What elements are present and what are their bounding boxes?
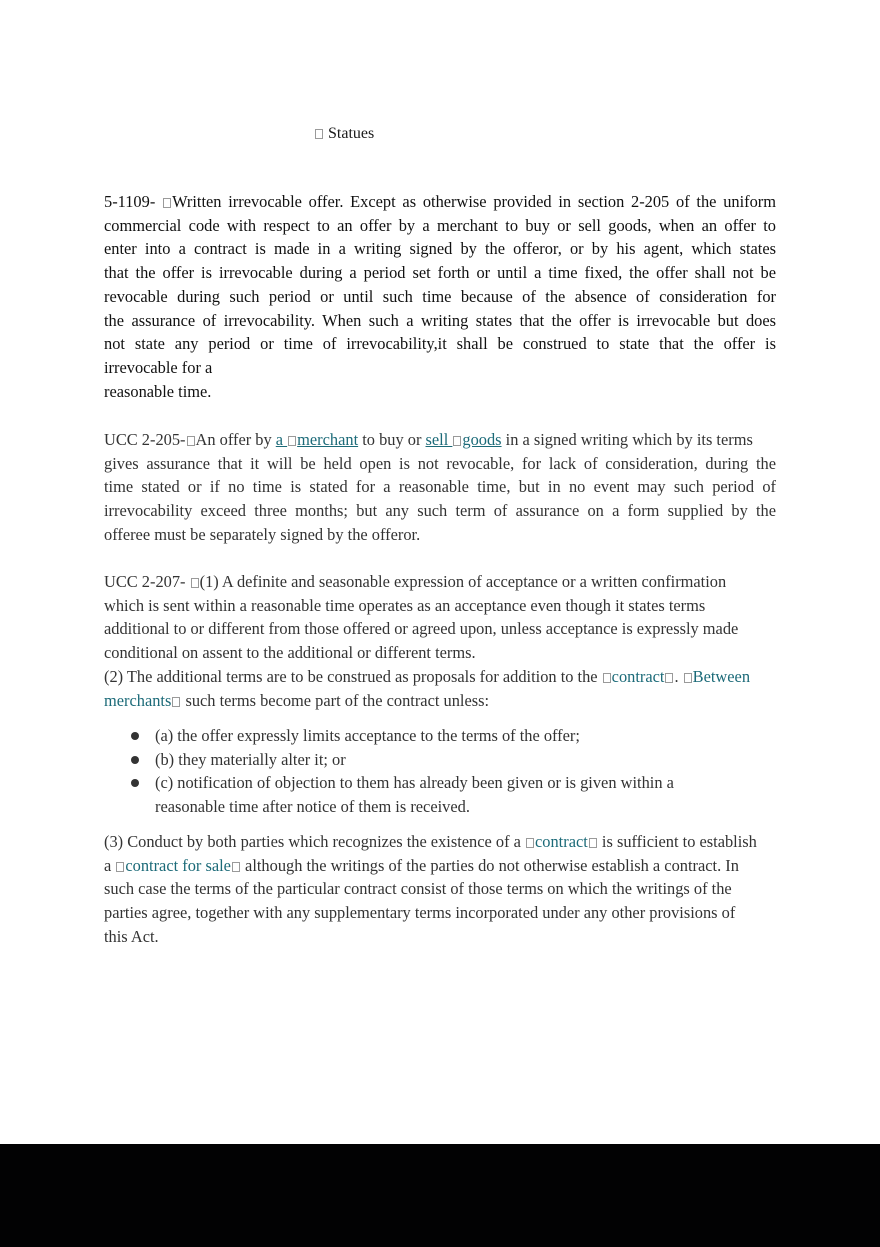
missing-glyph-icon bbox=[172, 697, 180, 707]
text-line: this Act. bbox=[104, 926, 159, 946]
text-line: not state any period or time of irrevocability,it shall be construed to state that the offer is bbox=[104, 334, 776, 354]
section-ucc-2-205 bbox=[104, 428, 816, 547]
missing-glyph-icon bbox=[163, 198, 171, 208]
section-label: UCC 2-207- bbox=[104, 572, 186, 591]
link-contract[interactable]: contract bbox=[602, 667, 675, 686]
bullet-icon bbox=[131, 756, 139, 764]
text-line: commercial code with respect to an offer by a merchant to buy or sell goods, when an offer to bbox=[104, 215, 776, 235]
section-label: UCC 2-205- bbox=[104, 430, 186, 449]
missing-glyph-icon bbox=[187, 436, 195, 446]
list-item: (c) notification of objection to them has already been given or is given within a reasonable time after notice of them is received. bbox=[104, 771, 704, 818]
text-line: additional to or different from those offered or agreed upon, unless acceptance is expressly made bbox=[104, 619, 739, 639]
text-line: time stated or if no time is stated for a reasonable time, but in no event may such period of bbox=[104, 477, 776, 497]
missing-glyph-icon bbox=[665, 673, 673, 683]
missing-glyph-icon bbox=[684, 673, 692, 683]
conditions-list bbox=[104, 724, 704, 819]
missing-glyph-icon bbox=[288, 436, 296, 446]
text-line: that the offer is irrevocable during a period set forth or until a time fixed, the offer shall not be bbox=[104, 263, 776, 283]
list-item: (b) they materially alter it; or bbox=[104, 748, 704, 772]
link-between-merchants[interactable]: Between bbox=[692, 666, 751, 686]
link-merchant[interactable]: a merchant bbox=[275, 430, 359, 449]
section-label: 5-1109- bbox=[104, 192, 156, 211]
missing-glyph-icon bbox=[315, 129, 323, 139]
missing-glyph-icon bbox=[191, 578, 199, 588]
text-line: (3) Conduct by both parties which recognizes the existence of a contract is sufficient to establish bbox=[104, 832, 757, 851]
bullet-icon bbox=[131, 779, 139, 787]
text-line: a contract for sale although the writings of the parties do not otherwise establish a contract. In bbox=[104, 855, 739, 875]
link-contract-for-sale[interactable]: contract for sale bbox=[115, 856, 241, 875]
link-goods[interactable]: sell goods bbox=[425, 430, 502, 449]
bullet-icon bbox=[131, 732, 139, 740]
text-line: conditional on assent to the additional or different terms. bbox=[104, 643, 476, 663]
missing-glyph-icon bbox=[603, 673, 611, 683]
text-line: which is sent within a reasonable time operates as an acceptance even though it states terms bbox=[104, 595, 706, 615]
text-line: UCC 2-205- An offer by a merchant to buy or sell goods in a signed writing which by its terms bbox=[104, 430, 753, 449]
text-line: revocable during such period or until such time because of the absence of consideration for bbox=[104, 286, 776, 306]
bottom-black-bar bbox=[0, 1144, 880, 1247]
text-line: reasonable time. bbox=[104, 381, 212, 401]
page-heading bbox=[314, 124, 374, 144]
section-ucc-2-207-para-3 bbox=[104, 830, 804, 949]
text-line: merchants such terms become part of the contract unless: bbox=[104, 690, 490, 710]
text-line: (2) The additional terms are to be construed as proposals for addition to the contract . Between bbox=[104, 666, 751, 686]
text-line: enter into a contract is made in a writing signed by the offeror, or by his agent, which states bbox=[104, 239, 776, 259]
text-line: such case the terms of the particular contract consist of those terms on which the writings of the bbox=[104, 879, 732, 899]
text-line: irrevocability exceed three months; but any such term of assurance on a form supplied by the bbox=[104, 501, 776, 521]
missing-glyph-icon bbox=[526, 838, 534, 848]
missing-glyph-icon bbox=[116, 862, 124, 872]
text-line: 5-1109- Written irrevocable offer. Except as otherwise provided in section 2-205 of the uniform bbox=[104, 192, 776, 211]
text-line: gives assurance that it will be held open is not revocable, for lack of consideration, during the bbox=[104, 453, 776, 473]
text-line: parties agree, together with any supplementary terms incorporated under any other provisions of bbox=[104, 903, 736, 923]
missing-glyph-icon bbox=[232, 862, 240, 872]
text-line: offeree must be separately signed by the offeror. bbox=[104, 524, 421, 544]
section-ucc-2-207 bbox=[104, 570, 804, 712]
link-contract[interactable]: contract bbox=[525, 832, 598, 851]
heading-title: Statues bbox=[328, 125, 375, 142]
text-line: the assurance of irrevocability. When such a writing states that the offer is irrevocable but does bbox=[104, 310, 776, 330]
text-line: UCC 2-207- (1) A definite and seasonable expression of acceptance or a written confirmation bbox=[104, 572, 727, 591]
missing-glyph-icon bbox=[453, 436, 461, 446]
text-line: irrevocable for a bbox=[104, 357, 213, 377]
section-5-1109 bbox=[104, 190, 776, 403]
missing-glyph-icon bbox=[589, 838, 597, 848]
link-between-merchants-cont[interactable]: merchants bbox=[104, 690, 172, 710]
list-item: (a) the offer expressly limits acceptance to the terms of the offer; bbox=[104, 724, 704, 748]
